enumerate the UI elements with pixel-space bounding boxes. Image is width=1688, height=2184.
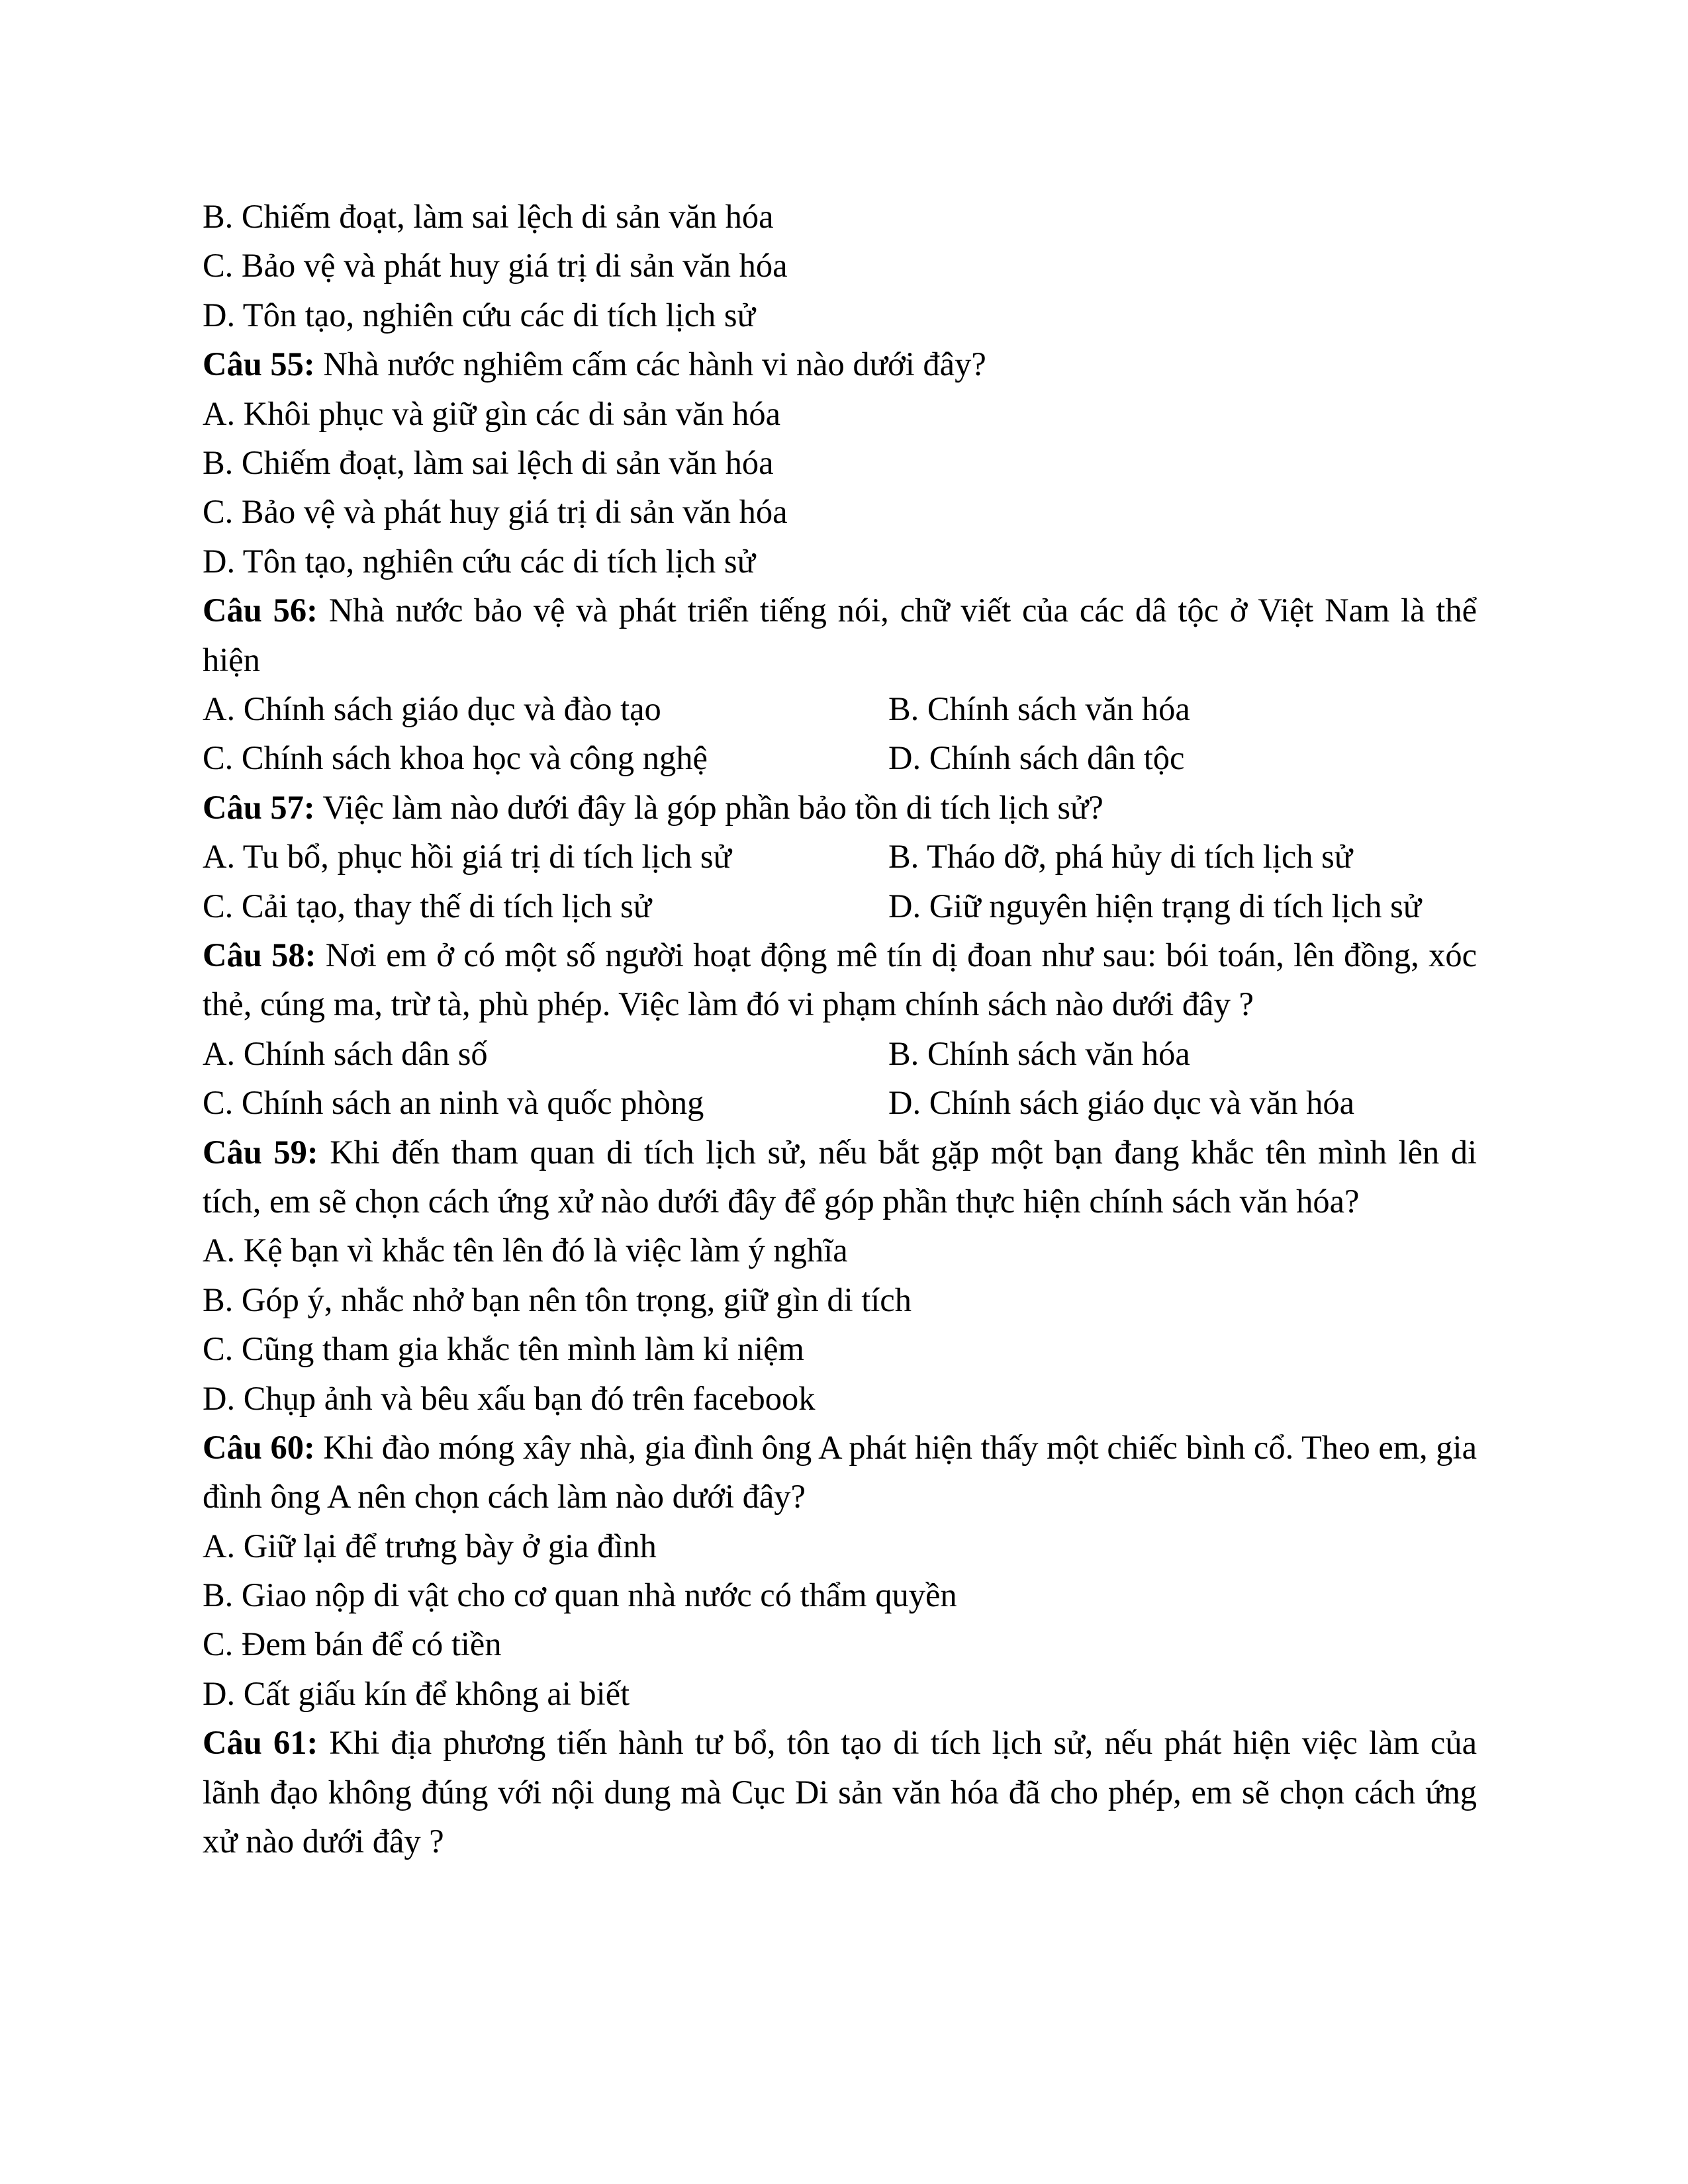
question-label: Câu 58: <box>203 936 316 974</box>
option-line: D. Tôn tạo, nghiên cứu các di tích lịch sử <box>203 296 755 334</box>
question-56 <box>203 586 1477 684</box>
option-d: D. Giữ nguyên hiện trạng di tích lịch sử <box>888 887 1422 925</box>
option-b: B. Chính sách văn hóa <box>888 1034 1190 1072</box>
option-a: A. Tu bổ, phục hồi giá trị di tích lịch sử <box>203 838 731 876</box>
option-line: D. Tôn tạo, nghiên cứu các di tích lịch sử <box>203 542 755 580</box>
option-d: D. Chính sách giáo dục và văn hóa <box>888 1084 1355 1122</box>
option-b: B. Tháo dỡ, phá hủy di tích lịch sử <box>888 838 1353 876</box>
option-a: A. Chính sách dân số <box>203 1034 488 1072</box>
option-c: C. Chính sách khoa học và công nghệ <box>203 739 708 777</box>
option-row <box>203 684 1477 733</box>
question-label: Câu 61: <box>203 1724 318 1762</box>
question-text: Khi địa phương tiến hành tư bổ, tôn tạo di tích lịch sử, nếu phát hiện việc làm của lãnh đạo không đúng với nội dung mà Cục Di sản văn hóa đã cho phép, em sẽ chọn cách ứng xử nào dưới đây ? <box>203 1724 1477 1860</box>
question-label: Câu 59: <box>203 1133 318 1171</box>
option-line: D. Chụp ảnh và bêu xấu bạn đó trên facebook <box>203 1379 816 1417</box>
option-row <box>203 1078 1477 1127</box>
option-line: D. Cất giấu kín để không ai biết <box>203 1674 630 1712</box>
option-line: B. Chiếm đoạt, làm sai lệch di sản văn hóa <box>203 443 774 481</box>
option-b: B. Chính sách văn hóa <box>888 690 1190 727</box>
option-line: C. Bảo vệ và phát huy giá trị di sản văn hóa <box>203 493 788 531</box>
question-text: Việc làm nào dưới đây là góp phần bảo tồn di tích lịch sử? <box>314 788 1103 826</box>
option-c: C. Chính sách an ninh và quốc phòng <box>203 1084 704 1122</box>
option-line: B. Chiếm đoạt, làm sai lệch di sản văn hóa <box>203 198 774 235</box>
option-line: B. Góp ý, nhắc nhở bạn nên tôn trọng, giữ gìn di tích <box>203 1281 912 1318</box>
question-59 <box>203 1128 1477 1226</box>
option-row <box>203 882 1477 931</box>
document-page <box>203 192 1477 1866</box>
question-text: Nhà nước bảo vệ và phát triển tiếng nói, chữ viết của các dâ tộc ở Việt Nam là thể hiện <box>203 592 1477 678</box>
question-text: Nơi em ở có một số người hoạt động mê tín dị đoan như sau: bói toán, lên đồng, xóc thẻ, cúng ma, trừ tà, phù phép. Việc làm đó vi phạm chính sách nào dưới đây ? <box>203 936 1477 1023</box>
question-label: Câu 55: <box>203 345 315 383</box>
option-row <box>203 832 1477 881</box>
option-line: A. Kệ bạn vì khắc tên lên đó là việc làm ý nghĩa <box>203 1232 848 1269</box>
option-line: C. Đem bán để có tiền <box>203 1625 502 1663</box>
option-c: C. Cải tạo, thay thế di tích lịch sử <box>203 887 652 925</box>
question-58 <box>203 931 1477 1029</box>
question-57 <box>203 783 1477 832</box>
option-row <box>203 1029 1477 1078</box>
question-text: Khi đào móng xây nhà, gia đình ông A phát hiện thấy một chiếc bình cổ. Theo em, gia đình ông A nên chọn cách làm nào dưới đây? <box>203 1428 1477 1516</box>
question-label: Câu 56: <box>203 592 318 629</box>
option-line: A. Giữ lại để trưng bày ở gia đình <box>203 1527 657 1565</box>
question-label: Câu 57: <box>203 788 315 826</box>
question-text: Khi đến tham quan di tích lịch sử, nếu bắt gặp một bạn đang khắc tên mình lên di tích, em sẽ chọn cách ứng xử nào dưới đây để góp phần thực hiện chính sách văn hóa? <box>203 1133 1477 1220</box>
question-61 <box>203 1718 1477 1866</box>
option-line: A. Khôi phục và giữ gìn các di sản văn hóa <box>203 394 781 432</box>
option-line: B. Giao nộp di vật cho cơ quan nhà nước có thẩm quyền <box>203 1576 957 1614</box>
question-60 <box>203 1423 1477 1522</box>
option-d: D. Chính sách dân tộc <box>888 739 1185 777</box>
question-label: Câu 60: <box>203 1428 315 1466</box>
option-line: C. Cũng tham gia khắc tên mình làm kỉ niệm <box>203 1330 804 1368</box>
option-row <box>203 733 1477 782</box>
question-text: Nhà nước nghiêm cấm các hành vi nào dưới đây? <box>314 345 986 383</box>
option-line: C. Bảo vệ và phát huy giá trị di sản văn hóa <box>203 247 788 285</box>
option-a: A. Chính sách giáo dục và đào tạo <box>203 690 661 727</box>
question-55 <box>203 340 1477 388</box>
